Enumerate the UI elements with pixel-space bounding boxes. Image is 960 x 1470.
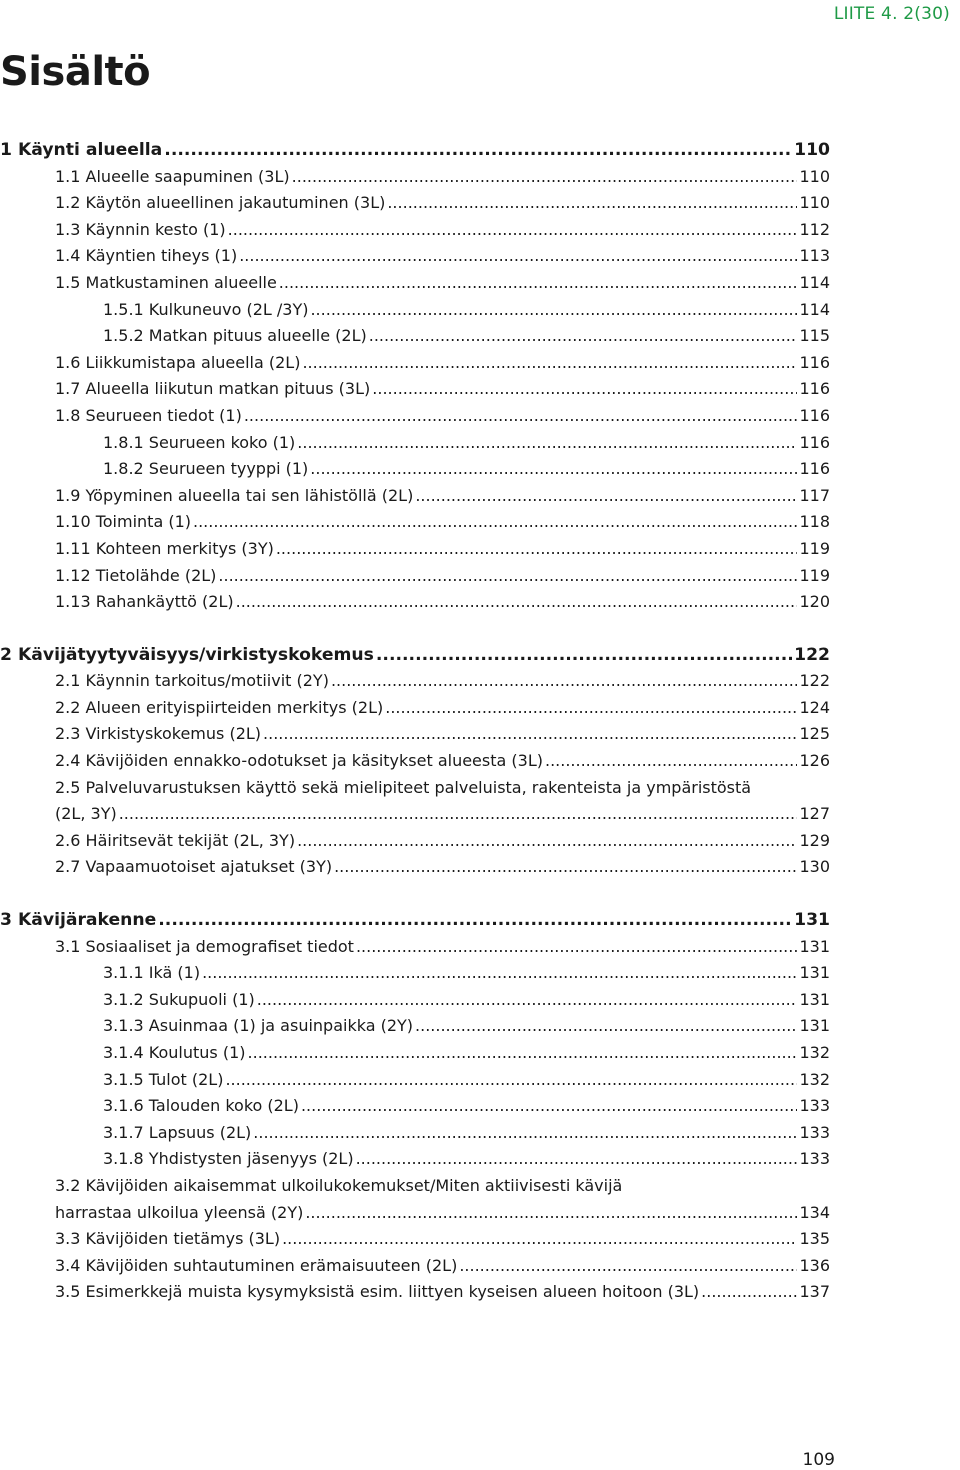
header-annex-label: LIITE 4. 2(30) (833, 4, 950, 24)
toc-dot-leader (244, 403, 798, 430)
toc-entry[interactable] (0, 483, 830, 510)
toc-entry-label: 1.1 Alueelle saapuminen (3L) (55, 166, 290, 186)
toc-dot-leader (292, 164, 798, 191)
toc-page-number: 122 (799, 671, 830, 691)
toc-entry-label: 1.10 Toiminta (1) (55, 512, 191, 532)
toc-entry[interactable] (0, 1200, 830, 1227)
toc-entry[interactable] (0, 801, 830, 828)
toc-dot-leader (356, 1146, 798, 1173)
toc-entry[interactable] (0, 563, 830, 590)
toc-dot-leader (415, 1013, 797, 1040)
toc-entry-label: 2 Kävijätyytyväisyys/virkistyskokemus (0, 644, 374, 665)
toc-entry-label: 1.8.1 Seurueen koko (1) (103, 432, 296, 452)
toc-page-number: 124 (799, 697, 830, 717)
toc-entry[interactable] (0, 642, 830, 669)
toc-entry-label: 1.2 Käytön alueellinen jakautuminen (3L) (55, 193, 386, 213)
page-number: 109 (802, 1450, 835, 1470)
toc-dot-leader (385, 695, 797, 722)
toc-dot-leader (236, 589, 798, 616)
toc-entry[interactable] (0, 1253, 830, 1280)
toc-dot-leader (387, 190, 797, 217)
toc-dot-leader (225, 1067, 797, 1094)
toc-entry-label: 2.1 Käynnin tarkoitus/motiivit (2Y) (55, 671, 329, 691)
toc-page-number: 134 (799, 1202, 830, 1222)
toc-page-number: 116 (799, 352, 830, 372)
toc-page-number: 119 (799, 538, 830, 558)
toc-page-number: 116 (799, 432, 830, 452)
toc-entry[interactable] (0, 987, 830, 1014)
toc-entry[interactable] (0, 668, 830, 695)
toc-entry[interactable] (0, 297, 830, 324)
toc-entry[interactable] (0, 430, 830, 457)
toc-entry-label: 1.6 Liikkumistapa alueella (2L) (55, 352, 301, 372)
toc-page-number: 117 (799, 485, 830, 505)
toc-entry-label: 1.3 Käynnin kesto (1) (55, 219, 226, 239)
toc-entry[interactable] (0, 775, 830, 802)
toc-entry-label: 1 Käynti alueella (0, 140, 163, 160)
toc-entry[interactable] (0, 1173, 830, 1200)
toc-entry[interactable] (0, 1040, 830, 1067)
toc-entry-label: 1.7 Alueella liikutun matkan pituus (3L) (55, 379, 371, 399)
toc-dot-leader (253, 1120, 797, 1147)
toc-entry-label: 1.5.1 Kulkuneuvo (2L /3Y) (103, 299, 309, 319)
toc-entry-label: 1.8 Seurueen tiedot (1) (55, 405, 242, 425)
toc-entry-label: 2.2 Alueen erityispiirteiden merkitys (2L) (55, 697, 384, 717)
toc-entry[interactable] (0, 748, 830, 775)
toc-entry-label: 3.5 Esimerkkejä muista kysymyksistä esim. liittyen kyseisen alueen hoitoon (3L) (55, 1282, 700, 1302)
toc-page-number: 131 (799, 989, 830, 1009)
toc-page-number: 119 (799, 565, 830, 585)
toc-entry-label: 1.11 Kohteen merkitys (3Y) (55, 538, 274, 558)
toc-entry[interactable] (0, 190, 830, 217)
toc-dot-leader (369, 323, 798, 350)
toc-entry[interactable] (0, 456, 830, 483)
toc-dot-leader (239, 243, 797, 270)
toc-dot-leader (276, 536, 798, 563)
toc-entry[interactable] (0, 1279, 830, 1306)
toc-dot-leader (119, 801, 798, 828)
toc-page-number: 114 (799, 272, 830, 292)
toc-entry[interactable] (0, 1067, 830, 1094)
toc-entry[interactable] (0, 243, 830, 270)
toc-entry-label: 3.1.1 Ikä (1) (103, 963, 201, 983)
toc-entry-label: 3.1 Sosiaaliset ja demografiset tiedot (55, 936, 354, 956)
toc-entry[interactable] (0, 1226, 830, 1253)
toc-dot-leader (545, 748, 797, 775)
toc-entry-label: 1.4 Käyntien tiheys (1) (55, 246, 238, 266)
toc-page-number: 133 (799, 1122, 830, 1142)
toc-dot-leader (297, 828, 797, 855)
toc-dot-leader (310, 456, 797, 483)
toc-page-number: 115 (799, 326, 830, 346)
toc-page-number: 110 (799, 166, 830, 186)
toc-entry[interactable] (0, 934, 830, 961)
toc-dot-leader (356, 934, 798, 961)
toc-entry-label: 2.6 Häiritsevät tekijät (2L, 3Y) (55, 830, 296, 850)
toc-entry[interactable] (0, 695, 830, 722)
toc-entry[interactable] (0, 270, 830, 297)
toc-entry-label: 1.12 Tietolähde (2L) (55, 565, 217, 585)
toc-dot-leader (334, 854, 797, 881)
toc-dot-leader (701, 1279, 797, 1306)
toc-entry[interactable] (0, 1093, 830, 1120)
toc-entry[interactable] (0, 1013, 830, 1040)
toc-entry[interactable] (0, 1146, 830, 1173)
toc-entry-label: 2.3 Virkistyskokemus (2L) (55, 724, 262, 744)
toc-entry[interactable] (0, 1120, 830, 1147)
toc-dot-leader (202, 960, 797, 987)
toc-page-number: 112 (799, 219, 830, 239)
toc-entry-label: 2.5 Palveluvarustuksen käyttö sekä mielipiteet palveluista, rakenteista ja ympäristöstä (55, 777, 752, 797)
toc-entry-label: 3.1.5 Tulot (2L) (103, 1069, 224, 1089)
toc-dot-leader (218, 563, 797, 590)
toc-entry[interactable] (0, 509, 830, 536)
toc-dot-leader (302, 350, 797, 377)
toc-entry-label: 3.1.2 Sukupuoli (1) (103, 989, 255, 1009)
toc-entry-label: 3.1.8 Yhdistysten jäsenyys (2L) (103, 1149, 354, 1169)
toc-entry[interactable] (0, 137, 830, 164)
toc-page-number: 131 (799, 963, 830, 983)
toc-page-number: 122 (794, 644, 830, 665)
toc-page-number: 133 (799, 1096, 830, 1116)
toc-entry[interactable] (0, 960, 830, 987)
toc-entry-label: 1.9 Yöpyminen alueella tai sen lähistöllä (2L) (55, 485, 414, 505)
toc-page-number: 133 (799, 1149, 830, 1169)
toc-entry[interactable] (0, 589, 830, 616)
toc-entry-label: 3.1.4 Koulutus (1) (103, 1043, 246, 1062)
toc-entry-label: 3.1.3 Asuinmaa (1) ja asuinpaikka (2Y) (103, 1016, 414, 1036)
toc-page-number: 131 (794, 910, 830, 931)
toc-dot-leader (228, 217, 798, 244)
toc-dot-leader (310, 297, 797, 324)
page-title: Sisältö (0, 49, 151, 95)
toc-page-number: 129 (799, 830, 830, 850)
table-of-contents (0, 137, 830, 1306)
toc-dot-leader (248, 1040, 798, 1067)
toc-entry-label: 1.5 Matkustaminen alueelle (55, 272, 277, 292)
toc-dot-leader (305, 1200, 797, 1227)
toc-entry[interactable] (0, 350, 830, 377)
toc-entry[interactable] (0, 907, 830, 934)
toc-page-number: 136 (799, 1255, 830, 1275)
toc-dot-leader (415, 483, 797, 510)
toc-entry-label: (2L, 3Y) (55, 804, 117, 824)
toc-entry-label: 1.5.2 Matkan pituus alueelle (2L) (103, 326, 367, 346)
toc-entry-label: 1.13 Rahankäyttö (2L) (55, 592, 234, 612)
toc-entry[interactable] (0, 403, 830, 430)
toc-entry-label: harrastaa ulkoilua yleensä (2Y) (55, 1202, 304, 1222)
toc-page-number: 113 (799, 246, 830, 266)
toc-entry-label: 3.1.7 Lapsuus (2L) (103, 1122, 252, 1142)
toc-page-number: 120 (799, 592, 830, 612)
toc-entry-label: 3.3 Kävijöiden tietämys (3L) (55, 1229, 281, 1249)
toc-dot-leader (331, 668, 798, 695)
toc-page-number: 137 (799, 1282, 830, 1302)
toc-dot-leader (279, 270, 798, 297)
toc-entry[interactable] (0, 536, 830, 563)
toc-entry-label: 3.4 Kävijöiden suhtautuminen erämaisuuteen (2L) (55, 1255, 458, 1275)
toc-entry[interactable] (0, 828, 830, 855)
toc-dot-leader (301, 1093, 797, 1120)
toc-dot-leader (164, 137, 792, 164)
toc-dot-leader (297, 430, 797, 457)
toc-page-number: 110 (799, 193, 830, 213)
toc-entry-label: 1.8.2 Seurueen tyyppi (1) (103, 459, 309, 479)
toc-page-number: 110 (794, 140, 830, 160)
toc-dot-leader (158, 907, 792, 934)
toc-dot-leader (376, 642, 792, 669)
toc-page-number: 131 (799, 1016, 830, 1036)
toc-page-number: 132 (799, 1043, 830, 1062)
toc-page-number: 132 (799, 1069, 830, 1089)
toc-entry[interactable] (0, 217, 830, 244)
toc-dot-leader (193, 509, 797, 536)
toc-entry-label: 3.2 Kävijöiden aikaisemmat ulkoilukokemukset/Miten aktiivisesti kävijä (55, 1175, 623, 1195)
toc-dot-leader (257, 987, 798, 1014)
toc-page-number: 126 (799, 751, 830, 771)
toc-entry[interactable] (0, 854, 830, 881)
toc-entry-label: 2.4 Kävijöiden ennakko-odotukset ja käsitykset alueesta (3L) (55, 751, 543, 771)
toc-page-number: 116 (799, 379, 830, 399)
toc-dot-leader (372, 376, 797, 403)
toc-page-number: 116 (799, 405, 830, 425)
toc-page-number: 135 (799, 1229, 830, 1249)
toc-page-number: 125 (799, 724, 830, 744)
toc-entry[interactable] (0, 323, 830, 350)
toc-entry[interactable] (0, 721, 830, 748)
toc-entry[interactable] (0, 376, 830, 403)
toc-entry-label: 3.1.6 Talouden koko (2L) (103, 1096, 299, 1116)
toc-dot-leader (282, 1226, 797, 1253)
toc-dot-leader (263, 721, 797, 748)
toc-page-number: 127 (799, 804, 830, 824)
toc-entry-label: 2.7 Vapaamuotoiset ajatukset (3Y) (55, 857, 333, 877)
toc-page-number: 116 (799, 459, 830, 479)
toc-page-number: 114 (799, 299, 830, 319)
toc-entry[interactable] (0, 164, 830, 191)
toc-entry-label: 3 Kävijärakenne (0, 910, 157, 931)
toc-page-number: 131 (799, 936, 830, 956)
toc-page-number: 130 (799, 857, 830, 877)
toc-dot-leader (459, 1253, 797, 1280)
toc-page-number: 118 (799, 512, 830, 532)
